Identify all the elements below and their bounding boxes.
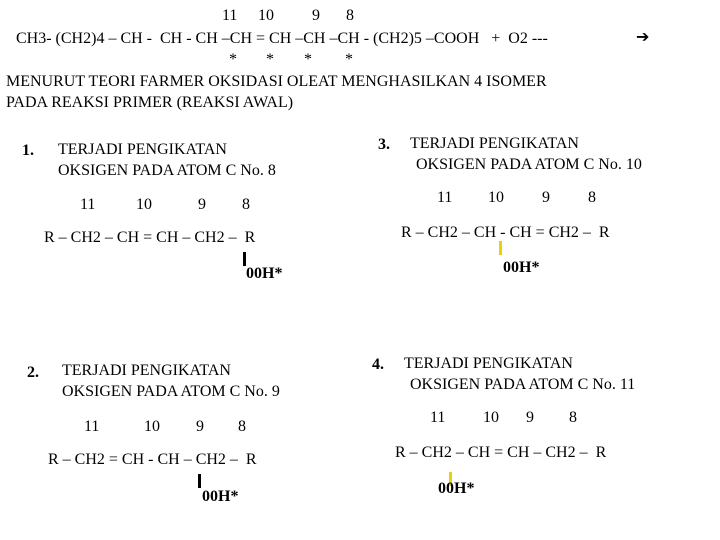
oxygen-bond-line (243, 252, 246, 266)
section-heading-line2: OKSIGEN PADA ATOM C No. 11 (410, 376, 636, 393)
carbon-number-8: 8 (238, 418, 246, 435)
section-heading-line1: TERJADI PENGIKATAN (62, 362, 231, 379)
carbon-number-11: 11 (84, 418, 100, 435)
section-number: 1. (22, 142, 34, 159)
section-heading-line2: OKSIGEN PADA ATOM C No. 10 (416, 156, 642, 173)
oxygen-bond-line (499, 241, 502, 255)
carbon-number-9: 9 (312, 7, 320, 24)
structure-formula: R – CH2 – CH - CH = CH2 – R (401, 224, 610, 241)
carbon-number-10: 10 (488, 189, 504, 206)
section-number: 2. (27, 364, 39, 381)
carbon-number-9: 9 (542, 189, 550, 206)
carbon-number-10: 10 (136, 196, 152, 213)
radical-star-2: * (266, 51, 274, 68)
oxygen-bond-line (198, 474, 201, 488)
structure-formula: R – CH2 – CH = CH – CH2 – R (395, 444, 607, 461)
radical-star-4: * (345, 51, 353, 68)
carbon-number-10: 10 (258, 7, 274, 24)
carbon-number-8: 8 (588, 189, 596, 206)
oleic-acid-formula: CH3- (CH2)4 – CH - CH - CH –CH = CH –CH –CH - (CH2)5 –COOH + O2 --- (16, 30, 548, 47)
statement-line-1: MENURUT TEORI FARMER OKSIDASI OLEAT MENGHASILKAN 4 ISOMER (6, 73, 547, 90)
carbon-number-11: 11 (80, 196, 96, 213)
hydroperoxide-label: 00H* (246, 265, 283, 282)
carbon-number-10: 10 (144, 418, 160, 435)
section-heading-line2: OKSIGEN PADA ATOM C No. 9 (62, 383, 280, 400)
hydroperoxide-label: 00H* (438, 480, 475, 497)
carbon-number-8: 8 (242, 196, 250, 213)
hydroperoxide-label: 00H* (202, 488, 239, 505)
carbon-number-10: 10 (483, 409, 499, 426)
carbon-number-9: 9 (526, 409, 534, 426)
radical-star-1: * (229, 51, 237, 68)
section-heading-line1: TERJADI PENGIKATAN (404, 355, 573, 372)
structure-formula: R – CH2 – CH = CH – CH2 – R (44, 229, 256, 246)
section-number: 4. (372, 356, 384, 373)
hydroperoxide-label: 00H* (503, 259, 540, 276)
carbon-number-11: 11 (430, 409, 446, 426)
statement-line-2: PADA REAKSI PRIMER (REAKSI AWAL) (6, 94, 294, 111)
section-number: 3. (378, 136, 390, 153)
section-heading-line1: TERJADI PENGIKATAN (58, 141, 227, 158)
arrow-right-icon: ➔ (636, 27, 650, 46)
structure-formula: R – CH2 = CH - CH – CH2 – R (48, 451, 257, 468)
radical-star-3: * (304, 51, 312, 68)
carbon-number-9: 9 (196, 418, 204, 435)
section-heading-line2: OKSIGEN PADA ATOM C No. 8 (58, 162, 276, 179)
carbon-number-11: 11 (222, 7, 238, 24)
carbon-number-8: 8 (569, 409, 577, 426)
carbon-number-11: 11 (437, 189, 453, 206)
carbon-number-8: 8 (346, 7, 354, 24)
carbon-number-9: 9 (198, 196, 206, 213)
section-heading-line1: TERJADI PENGIKATAN (410, 135, 579, 152)
